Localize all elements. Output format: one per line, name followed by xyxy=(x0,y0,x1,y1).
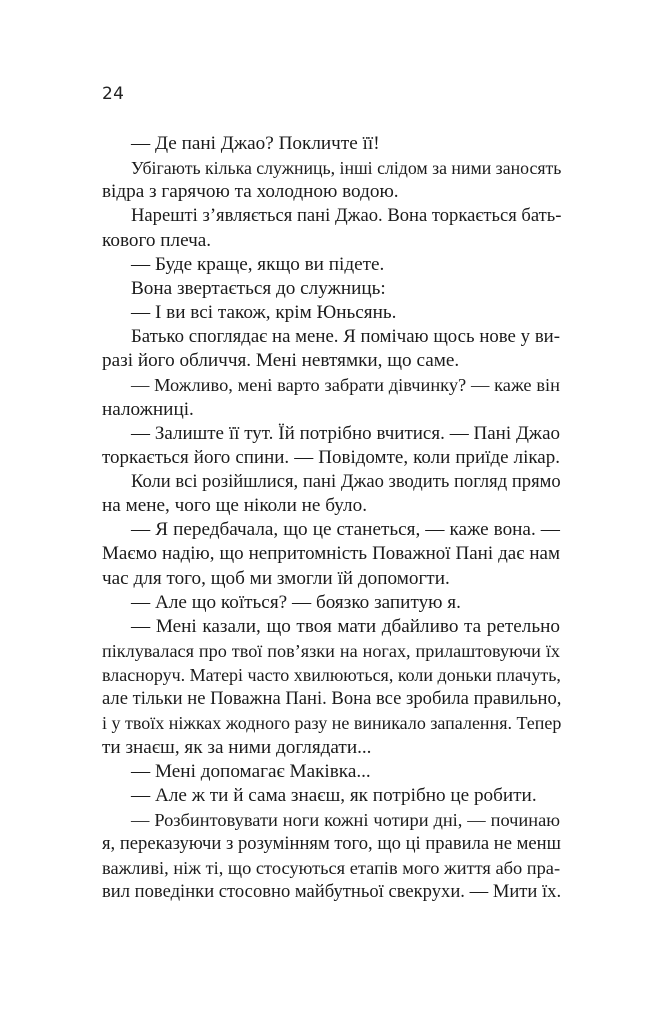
body-text xyxy=(102,132,560,905)
text-line: Батько споглядає на мене. Я помічаю щось нове у ви- xyxy=(131,326,560,348)
text-line: Нарешті з’являється пані Джао. Вона торкається бать- xyxy=(131,205,562,227)
text-line: час для того, щоб ми змогли їй допомогти. xyxy=(102,567,450,589)
text-line: але тільки не Поважна Пані. Вона все зробила правильно, xyxy=(102,688,562,710)
text-line: — Буде краще, якщо ви підете. xyxy=(131,253,385,275)
text-line: — Розбинтовувати ноги кожні чотири дні, — починаю xyxy=(131,809,560,830)
text-line: — Мені допомагає Маківка... xyxy=(131,760,371,782)
text-line: — Можливо, мені варто забрати дівчинку? — каже він xyxy=(131,375,560,396)
text-line: — Але ж ти й сама знаєш, як потрібно це робити. xyxy=(131,784,537,806)
text-line: ти знаєш, як за ними доглядати... xyxy=(102,736,372,758)
text-line: кового плеча. xyxy=(102,229,212,251)
text-line: і у твоїх ніжках жодного разу не виникало запалення. Тепер xyxy=(102,713,562,734)
text-line: Вона звертається до служниць: xyxy=(131,277,386,299)
text-line: Убігають кілька служниць, інші слідом за ними заносять xyxy=(131,158,562,179)
text-line: на мене, чого ще ніколи не було. xyxy=(102,495,367,517)
text-line: я, переказуючи з розумінням того, що ці правила не менш xyxy=(102,833,561,855)
text-line: — Де пані Джао? Покличте її! xyxy=(131,133,380,154)
text-line: відра з гарячою та холодною водою. xyxy=(102,181,399,203)
page-number: 24 xyxy=(102,84,125,104)
text-line: вил поведінки стосовно майбутньої свекрухи. — Мити їх. xyxy=(102,881,562,903)
text-line: торкається його спини. — Повідомте, коли приїде лікар. xyxy=(102,446,560,468)
text-line: важливі, ніж ті, що стосуються етапів мого життя або пра- xyxy=(102,858,561,879)
text-line: — Я передбачала, що це станеться, — каже вона. — xyxy=(131,519,560,541)
text-line: — Але що коїться? — боязко запитую я. xyxy=(131,591,461,613)
text-line: Коли всі розійшлися, пані Джао зводить погляд прямо xyxy=(131,470,561,492)
text-line: — Залиште її тут. Їй потрібно вчитися. — Пані Джао xyxy=(131,422,560,444)
text-line: Маємо надію, що непритомність Поважної Пані дає нам xyxy=(102,543,560,565)
text-line: власноруч. Матері часто хвилюються, коли доньки плачуть, xyxy=(102,665,561,686)
text-line: — Мені казали, що твоя мати дбайливо та ретельно xyxy=(131,615,560,637)
text-line: — І ви всі також, крім Юньсянь. xyxy=(131,301,397,323)
text-line: наложниці. xyxy=(102,398,194,420)
text-line: піклувалася про твої пов’язки на ногах, прилаштовуючи їх xyxy=(102,640,560,661)
text-line: разі його обличчя. Мені невтямки, що саме. xyxy=(102,350,460,372)
